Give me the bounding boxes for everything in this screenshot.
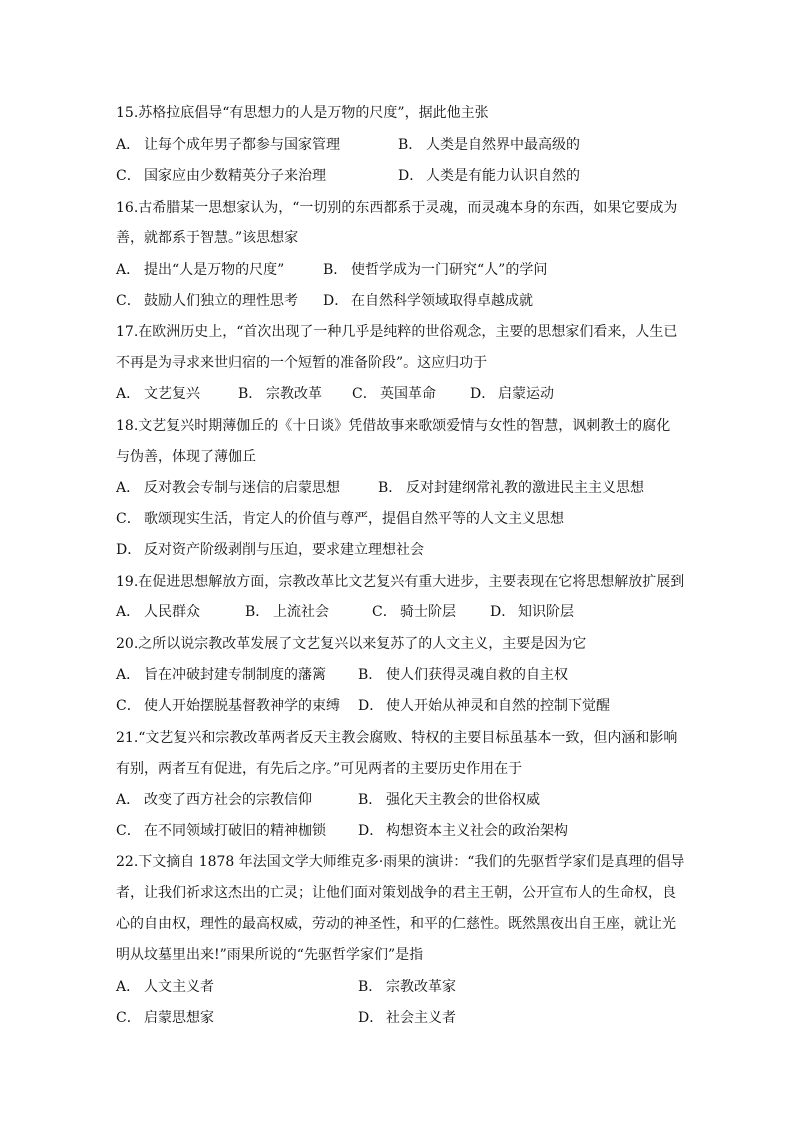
question-18-option-b: B． 反对封建纲常礼教的激进民主主义思想 <box>378 480 644 496</box>
question-15-stem-line-1: 15.苏格拉底倡导“有思想力的人是万物的尺度”，据此他主张 <box>116 105 489 121</box>
question-17-stem-line-2: 不再是为寻求来世归宿的一个短暂的准备阶段”。这应归功于 <box>116 355 488 371</box>
question-16-stem-line-2: 善，就都系于智慧。”该思想家 <box>116 230 299 246</box>
question-15-option-b: B． 人类是自然界中最高级的 <box>398 137 580 153</box>
question-18-stem-line-2: 与伪善，体现了薄伽丘 <box>116 449 256 465</box>
question-17-stem-line-1: 17.在欧洲历史上，“首次出现了一种几乎是纯粹的世俗观念，主要的思想家们看来，人生已 <box>116 324 678 340</box>
question-20-stem-line-1: 20.之所以说宗教改革发展了文艺复兴以来复苏了的人文主义，主要是因为它 <box>116 636 587 652</box>
question-22-stem-line-4: 明从坟墓里出来!”雨果所说的“先驱哲学家们”是指 <box>116 947 424 963</box>
question-22-option-d: D． 社会主义者 <box>358 1010 456 1026</box>
question-17-option-d: D． 启蒙运动 <box>470 386 554 402</box>
question-22-option-b: B． 宗教改革家 <box>358 979 456 995</box>
question-22-option-c: C． 启蒙思想家 <box>116 1010 214 1026</box>
question-20-option-a: A． 旨在冲破封建专制制度的藩篱 <box>116 667 326 683</box>
question-18-option-c: C． 歌颂现实生活，肯定人的价值与尊严，提倡自然平等的人文主义思想 <box>116 511 564 527</box>
question-19-option-a: A． 人民群众 <box>116 604 200 620</box>
question-22-stem-line-1: 22.下文摘自 1878 年法国文学大师维克多·雨果的演讲：“我们的先驱哲学家们是真理的倡导 <box>116 854 685 870</box>
question-16-stem-line-1: 16.古希腊某一思想家认为，“一切别的东西都系于灵魂，而灵魂本身的东西，如果它要成为 <box>116 200 678 216</box>
question-21-option-d: D． 构想资本主义社会的政治架构 <box>358 823 568 839</box>
question-15-option-a: A． 让每个成年男子都参与国家管理 <box>116 137 340 153</box>
question-19-option-d: D． 知识阶层 <box>490 604 574 620</box>
question-19-option-c: C． 骑士阶层 <box>372 604 456 620</box>
question-17-option-b: B． 宗教改革 <box>238 386 322 402</box>
question-17-option-a: A． 文艺复兴 <box>116 386 200 402</box>
question-22-stem-line-3: 心的自由权，理性的最高权威，劳动的神圣性，和平的仁慈性。既然黑夜出自王座，就让光 <box>116 916 676 932</box>
question-18-option-d: D． 反对资产阶级剥削与压迫，要求建立理想社会 <box>116 542 424 558</box>
question-16-option-b: B． 使哲学成为一门研究“人”的学问 <box>323 262 548 278</box>
question-21-stem-line-2: 有别，两者互有促进，有先后之序。”可见两者的主要历史作用在于 <box>116 761 523 777</box>
question-16-option-a: A． 提出“人是万物的尺度” <box>116 262 285 278</box>
question-16-option-d: D． 在自然科学领域取得卓越成就 <box>323 293 533 309</box>
question-21-option-c: C． 在不同领域打破旧的精神枷锁 <box>116 823 326 839</box>
question-21-option-b: B． 强化天主教会的世俗权威 <box>358 792 540 808</box>
question-20-option-b: B． 使人们获得灵魂自救的自主权 <box>358 667 568 683</box>
question-15-option-c: C． 国家应由少数精英分子来治理 <box>116 168 326 184</box>
question-15-option-d: D． 人类是有能力认识自然的 <box>398 168 580 184</box>
question-16-option-c: C． 鼓励人们独立的理性思考 <box>116 293 298 309</box>
question-20-option-c: C． 使人开始摆脱基督教神学的束缚 <box>116 698 340 714</box>
question-17-option-c: C． 英国革命 <box>352 386 436 402</box>
question-21-stem-line-1: 21.“文艺复兴和宗教改革两者反天主教会腐败、特权的主要目标虽基本一致，但内涵和影响 <box>116 730 678 746</box>
question-22-stem-line-2: 者，让我们祈求这杰出的亡灵；让他们面对策划战争的君主王朝，公开宣布人的生命权，良 <box>116 885 676 901</box>
question-19-stem-line-1: 19.在促进思想解放方面，宗教改革比文艺复兴有重大进步，主要表现在它将思想解放扩展到 <box>116 574 685 590</box>
question-22-option-a: A． 人文主义者 <box>116 979 214 995</box>
question-20-option-d: D． 使人开始从神灵和自然的控制下觉醒 <box>358 698 610 714</box>
question-18-stem-line-1: 18.文艺复兴时期薄伽丘的《十日谈》凭借故事来歌颂爱情与女性的智慧，讽刺教士的腐化 <box>116 418 671 434</box>
question-21-option-a: A． 改变了西方社会的宗教信仰 <box>116 792 312 808</box>
question-19-option-b: B． 上流社会 <box>245 604 329 620</box>
question-18-option-a: A． 反对教会专制与迷信的启蒙思想 <box>116 480 340 496</box>
